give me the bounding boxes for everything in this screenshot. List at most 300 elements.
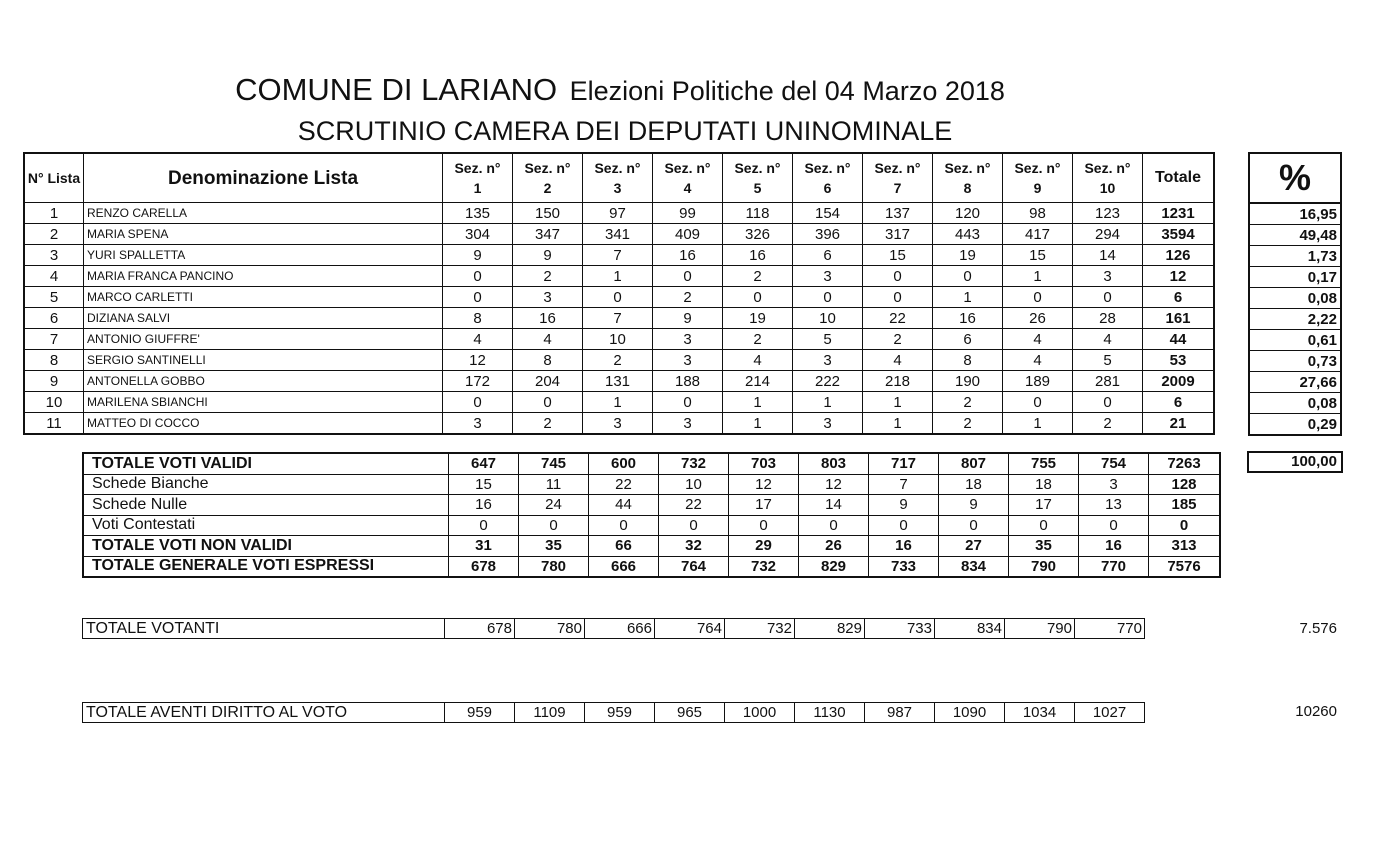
summary-value: 17 (729, 495, 799, 516)
row-number: 9 (24, 371, 84, 392)
header-sez-5 (723, 153, 793, 203)
row-value: 172 (443, 371, 513, 392)
row-percent: 2,22 (1249, 309, 1341, 330)
row-value: 2 (653, 287, 723, 308)
row-value: 120 (933, 203, 1003, 224)
summary-body (83, 453, 1220, 577)
summary-row (83, 474, 1220, 495)
row-value: 2 (513, 413, 583, 435)
row-value: 19 (723, 308, 793, 329)
row-number: 10 (24, 392, 84, 413)
summary-label: Voti Contestati (83, 515, 449, 536)
summary-value: 22 (659, 495, 729, 516)
row-value: 3 (793, 413, 863, 435)
header-sez-label: Sez. n° (804, 160, 851, 176)
row-number: 7 (24, 329, 84, 350)
summary-value: 16 (869, 536, 939, 557)
summary-value: 803 (799, 453, 869, 474)
row-value: 28 (1073, 308, 1143, 329)
header-sez-8 (933, 153, 1003, 203)
row-value: 1 (1003, 266, 1073, 287)
row-value: 1 (723, 392, 793, 413)
row-name: DIZIANA SALVI (84, 308, 443, 329)
summary-row (83, 515, 1220, 536)
header-denominazione: Denominazione Lista (84, 153, 443, 203)
summary-value: 732 (659, 453, 729, 474)
row-value: 10 (583, 329, 653, 350)
row-value: 2 (863, 329, 933, 350)
row-value: 15 (863, 245, 933, 266)
row-value: 0 (1073, 392, 1143, 413)
row-value: 2 (723, 329, 793, 350)
row-number: 3 (24, 245, 84, 266)
row-percent: 0,08 (1249, 288, 1341, 309)
row-value: 3 (653, 413, 723, 435)
table-row (24, 266, 1214, 287)
header-sez-number: 6 (823, 180, 832, 196)
row-value: 1 (933, 287, 1003, 308)
header-sez-label: Sez. n° (1014, 160, 1061, 176)
header-sez-label: Sez. n° (454, 160, 501, 176)
votanti-value: 733 (865, 619, 935, 639)
summary-value: 18 (1009, 474, 1079, 495)
row-value: 137 (863, 203, 933, 224)
row-value: 0 (863, 266, 933, 287)
summary-value: 15 (449, 474, 519, 495)
header-sez-number: 10 (1099, 180, 1116, 196)
row-number: 4 (24, 266, 84, 287)
row-value: 409 (653, 224, 723, 245)
header-sez-number: 9 (1033, 180, 1042, 196)
row-number: 11 (24, 413, 84, 435)
row-value: 8 (513, 350, 583, 371)
row-value: 12 (443, 350, 513, 371)
row-value: 22 (863, 308, 933, 329)
table-row (24, 245, 1214, 266)
votanti-value: 666 (585, 619, 655, 639)
row-value: 9 (653, 308, 723, 329)
summary-value: 10 (659, 474, 729, 495)
row-value: 0 (1003, 287, 1073, 308)
row-value: 8 (933, 350, 1003, 371)
header-percent: % (1249, 153, 1341, 203)
row-value: 1 (863, 392, 933, 413)
row-value: 0 (1073, 287, 1143, 308)
row-name: RENZO CARELLA (84, 203, 443, 224)
aventi-value: 1027 (1075, 703, 1145, 723)
row-value: 99 (653, 203, 723, 224)
row-value: 135 (443, 203, 513, 224)
table-row (24, 224, 1214, 245)
row-value: 0 (443, 266, 513, 287)
summary-value: 703 (729, 453, 799, 474)
percent-row (1249, 309, 1341, 330)
row-name: SERGIO SANTINELLI (84, 350, 443, 371)
row-value: 1 (863, 413, 933, 435)
votanti-value: 764 (655, 619, 725, 639)
table-row (24, 329, 1214, 350)
row-percent: 27,66 (1249, 372, 1341, 393)
row-value: 281 (1073, 371, 1143, 392)
summary-value: 647 (449, 453, 519, 474)
votanti-total: 7.576 (1299, 620, 1337, 637)
row-value: 5 (793, 329, 863, 350)
summary-value: 0 (799, 515, 869, 536)
row-value: 0 (863, 287, 933, 308)
summary-total: 7576 (1149, 556, 1221, 577)
summary-value: 24 (519, 495, 589, 516)
row-total: 12 (1143, 266, 1215, 287)
percent-body (1249, 203, 1341, 435)
header-sez-number: 8 (963, 180, 972, 196)
summary-value: 678 (449, 556, 519, 577)
aventi-table (82, 702, 1145, 723)
row-name: MATTEO DI COCCO (84, 413, 443, 435)
row-total: 161 (1143, 308, 1215, 329)
summary-value: 666 (589, 556, 659, 577)
row-value: 0 (513, 392, 583, 413)
summary-value: 66 (589, 536, 659, 557)
row-value: 3 (653, 329, 723, 350)
percent-row (1249, 351, 1341, 372)
summary-value: 755 (1009, 453, 1079, 474)
row-value: 3 (513, 287, 583, 308)
row-value: 222 (793, 371, 863, 392)
summary-value: 13 (1079, 495, 1149, 516)
row-value: 1 (1003, 413, 1073, 435)
summary-value: 0 (519, 515, 589, 536)
summary-value: 9 (939, 495, 1009, 516)
summary-value: 0 (729, 515, 799, 536)
results-header-row (24, 153, 1214, 203)
header-sez-number: 7 (893, 180, 902, 196)
row-value: 4 (1003, 350, 1073, 371)
row-value: 4 (1003, 329, 1073, 350)
row-value: 7 (583, 308, 653, 329)
document-subtitle: SCRUTINIO CAMERA DEI DEPUTATI UNINOMINALE (297, 116, 953, 146)
header-sez-number: 4 (683, 180, 692, 196)
table-row (24, 203, 1214, 224)
row-name: MARCO CARLETTI (84, 287, 443, 308)
row-value: 0 (443, 392, 513, 413)
row-value: 1 (793, 392, 863, 413)
summary-value: 600 (589, 453, 659, 474)
votanti-value: 780 (515, 619, 585, 639)
row-value: 0 (653, 392, 723, 413)
summary-value: 29 (729, 536, 799, 557)
row-name: MARIA FRANCA PANCINO (84, 266, 443, 287)
row-total: 126 (1143, 245, 1215, 266)
votanti-value: 770 (1075, 619, 1145, 639)
row-percent: 0,73 (1249, 351, 1341, 372)
row-value: 3 (653, 350, 723, 371)
percent-row (1249, 246, 1341, 267)
row-value: 0 (933, 266, 1003, 287)
row-value: 417 (1003, 224, 1073, 245)
row-number: 6 (24, 308, 84, 329)
row-percent: 0,08 (1249, 393, 1341, 414)
row-value: 3 (583, 413, 653, 435)
header-sez-number: 2 (543, 180, 552, 196)
row-value: 3 (793, 350, 863, 371)
table-row (24, 350, 1214, 371)
aventi-value: 1090 (935, 703, 1005, 723)
header-sez-label: Sez. n° (664, 160, 711, 176)
header-sez-number: 5 (753, 180, 762, 196)
row-value: 19 (933, 245, 1003, 266)
row-number: 5 (24, 287, 84, 308)
summary-value: 0 (939, 515, 1009, 536)
header-sez-number: 1 (473, 180, 482, 196)
row-percent: 16,95 (1249, 203, 1341, 225)
row-total: 6 (1143, 392, 1215, 413)
row-value: 2 (1073, 413, 1143, 435)
summary-total: 185 (1149, 495, 1221, 516)
document-title (0, 72, 1240, 108)
summary-total: 0 (1149, 515, 1221, 536)
header-sez-label: Sez. n° (1084, 160, 1131, 176)
summary-value: 717 (869, 453, 939, 474)
title-sub: Elezioni Politiche del 04 Marzo 2018 (569, 76, 1005, 106)
header-sez-6 (793, 153, 863, 203)
row-value: 150 (513, 203, 583, 224)
table-row (24, 371, 1214, 392)
percent-row (1249, 414, 1341, 436)
summary-value: 834 (939, 556, 1009, 577)
summary-value: 790 (1009, 556, 1079, 577)
summary-table (82, 452, 1221, 578)
row-value: 4 (1073, 329, 1143, 350)
row-value: 2 (583, 350, 653, 371)
row-total: 53 (1143, 350, 1215, 371)
summary-value: 44 (589, 495, 659, 516)
row-value: 0 (793, 287, 863, 308)
summary-value: 31 (449, 536, 519, 557)
row-value: 118 (723, 203, 793, 224)
votanti-value: 834 (935, 619, 1005, 639)
row-value: 2 (513, 266, 583, 287)
percent-total-value: 100,00 (1291, 453, 1337, 470)
row-total: 2009 (1143, 371, 1215, 392)
summary-value: 35 (519, 536, 589, 557)
summary-row (83, 536, 1220, 557)
header-sez-2 (513, 153, 583, 203)
header-sez-number: 3 (613, 180, 622, 196)
header-n-lista: N° Lista (24, 153, 84, 203)
summary-value: 27 (939, 536, 1009, 557)
row-number: 1 (24, 203, 84, 224)
row-value: 188 (653, 371, 723, 392)
row-value: 15 (1003, 245, 1073, 266)
summary-value: 16 (1079, 536, 1149, 557)
results-body (24, 203, 1214, 435)
aventi-value: 1000 (725, 703, 795, 723)
row-percent: 0,29 (1249, 414, 1341, 436)
row-value: 294 (1073, 224, 1143, 245)
row-value: 190 (933, 371, 1003, 392)
percent-table (1248, 152, 1342, 436)
percent-row (1249, 330, 1341, 351)
header-totale: Totale (1143, 153, 1215, 203)
header-sez-label: Sez. n° (734, 160, 781, 176)
row-total: 44 (1143, 329, 1215, 350)
row-value: 4 (443, 329, 513, 350)
summary-value: 3 (1079, 474, 1149, 495)
summary-value: 745 (519, 453, 589, 474)
row-value: 304 (443, 224, 513, 245)
aventi-value: 959 (445, 703, 515, 723)
row-value: 326 (723, 224, 793, 245)
row-value: 98 (1003, 203, 1073, 224)
row-percent: 0,17 (1249, 267, 1341, 288)
header-sez-10 (1073, 153, 1143, 203)
votanti-value: 678 (445, 619, 515, 639)
percent-row (1249, 203, 1341, 225)
row-value: 9 (513, 245, 583, 266)
summary-row (83, 453, 1220, 474)
row-total: 21 (1143, 413, 1215, 435)
row-value: 0 (653, 266, 723, 287)
summary-value: 9 (869, 495, 939, 516)
row-value: 7 (583, 245, 653, 266)
row-value: 16 (933, 308, 1003, 329)
votanti-value: 732 (725, 619, 795, 639)
row-value: 189 (1003, 371, 1073, 392)
votanti-value: 790 (1005, 619, 1075, 639)
summary-label: Schede Nulle (83, 495, 449, 516)
summary-value: 11 (519, 474, 589, 495)
summary-value: 764 (659, 556, 729, 577)
row-value: 0 (443, 287, 513, 308)
row-value: 4 (863, 350, 933, 371)
header-sez-4 (653, 153, 723, 203)
row-value: 16 (723, 245, 793, 266)
row-value: 204 (513, 371, 583, 392)
header-sez-1 (443, 153, 513, 203)
aventi-value: 987 (865, 703, 935, 723)
row-percent: 49,48 (1249, 225, 1341, 246)
summary-value: 14 (799, 495, 869, 516)
header-sez-7 (863, 153, 933, 203)
row-value: 218 (863, 371, 933, 392)
row-total: 6 (1143, 287, 1215, 308)
row-value: 26 (1003, 308, 1073, 329)
summary-value: 829 (799, 556, 869, 577)
aventi-row (83, 703, 1145, 723)
row-value: 154 (793, 203, 863, 224)
summary-value: 22 (589, 474, 659, 495)
row-value: 16 (513, 308, 583, 329)
votanti-table (82, 618, 1145, 639)
row-name: MARIA SPENA (84, 224, 443, 245)
aventi-value: 965 (655, 703, 725, 723)
votanti-value: 829 (795, 619, 865, 639)
row-value: 3 (793, 266, 863, 287)
aventi-value: 1034 (1005, 703, 1075, 723)
row-value: 8 (443, 308, 513, 329)
row-value: 4 (513, 329, 583, 350)
summary-value: 0 (659, 515, 729, 536)
summary-label: TOTALE VOTI VALIDI (83, 453, 449, 474)
aventi-label: TOTALE AVENTI DIRITTO AL VOTO (83, 703, 445, 723)
percent-row (1249, 267, 1341, 288)
row-value: 0 (583, 287, 653, 308)
summary-value: 7 (869, 474, 939, 495)
row-value: 2 (933, 392, 1003, 413)
summary-value: 780 (519, 556, 589, 577)
summary-label: TOTALE VOTI NON VALIDI (83, 536, 449, 557)
row-value: 317 (863, 224, 933, 245)
row-value: 1 (583, 266, 653, 287)
row-value: 2 (933, 413, 1003, 435)
header-sez-label: Sez. n° (594, 160, 641, 176)
summary-total: 313 (1149, 536, 1221, 557)
summary-value: 0 (589, 515, 659, 536)
row-value: 9 (443, 245, 513, 266)
row-value: 1 (723, 413, 793, 435)
row-total: 3594 (1143, 224, 1215, 245)
row-value: 10 (793, 308, 863, 329)
summary-row (83, 495, 1220, 516)
row-value: 14 (1073, 245, 1143, 266)
aventi-value: 1109 (515, 703, 585, 723)
summary-value: 732 (729, 556, 799, 577)
header-sez-label: Sez. n° (874, 160, 921, 176)
summary-value: 0 (449, 515, 519, 536)
row-value: 97 (583, 203, 653, 224)
row-value: 347 (513, 224, 583, 245)
row-value: 3 (1073, 266, 1143, 287)
results-table (23, 152, 1215, 435)
votanti-row (83, 619, 1145, 639)
row-value: 123 (1073, 203, 1143, 224)
summary-row (83, 556, 1220, 577)
row-value: 2 (723, 266, 793, 287)
summary-value: 18 (939, 474, 1009, 495)
row-name: ANTONIO GIUFFRE' (84, 329, 443, 350)
summary-value: 17 (1009, 495, 1079, 516)
summary-total: 128 (1149, 474, 1221, 495)
row-name: ANTONELLA GOBBO (84, 371, 443, 392)
summary-value: 0 (1009, 515, 1079, 536)
aventi-value: 1130 (795, 703, 865, 723)
summary-value: 770 (1079, 556, 1149, 577)
row-number: 8 (24, 350, 84, 371)
summary-value: 807 (939, 453, 1009, 474)
votanti-label: TOTALE VOTANTI (83, 619, 445, 639)
row-value: 6 (933, 329, 1003, 350)
aventi-value: 959 (585, 703, 655, 723)
table-row (24, 287, 1214, 308)
row-value: 443 (933, 224, 1003, 245)
percent-row (1249, 288, 1341, 309)
percent-row (1249, 372, 1341, 393)
row-name: MARILENA SBIANCHI (84, 392, 443, 413)
row-number: 2 (24, 224, 84, 245)
summary-value: 0 (869, 515, 939, 536)
row-value: 16 (653, 245, 723, 266)
header-sez-3 (583, 153, 653, 203)
summary-value: 0 (1079, 515, 1149, 536)
row-value: 0 (723, 287, 793, 308)
row-value: 5 (1073, 350, 1143, 371)
table-row (24, 413, 1214, 435)
row-value: 396 (793, 224, 863, 245)
row-value: 214 (723, 371, 793, 392)
row-value: 4 (723, 350, 793, 371)
summary-total: 7263 (1149, 453, 1221, 474)
summary-value: 12 (799, 474, 869, 495)
